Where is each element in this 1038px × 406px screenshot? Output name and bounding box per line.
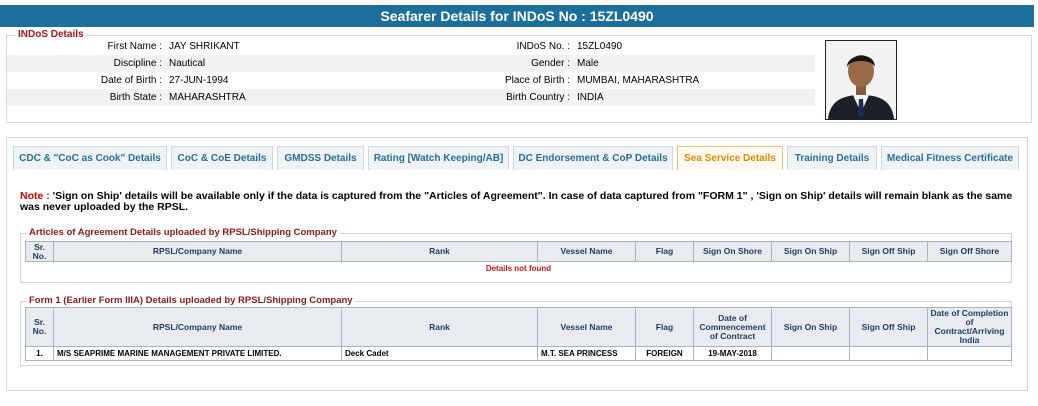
col-sign-on-ship: Sign On Ship bbox=[772, 308, 850, 347]
birth-state-label: Birth State : bbox=[109, 92, 162, 103]
note-text: 'Sign on Ship' details will be available only if the data is captured from the "Articles of Agreement". In case of data captured from "FORM 1" , 'Sign on Ship' details will remain blank as the same was never uploaded by the RPSL. bbox=[20, 190, 1013, 213]
articles-empty-row bbox=[26, 262, 1012, 276]
first-name-value: JAY SHRIKANT bbox=[169, 41, 240, 52]
cell-date-of-completion bbox=[928, 347, 1012, 361]
birth-country-value: INDIA bbox=[577, 92, 604, 103]
sign-on-note bbox=[20, 191, 1020, 213]
tab-gmdss-details[interactable]: GMDSS Details bbox=[277, 146, 364, 170]
form1-section bbox=[20, 295, 1012, 366]
cell-sign-on-ship bbox=[772, 347, 850, 361]
col-rpsl-company-name: RPSL/Company Name bbox=[54, 308, 342, 347]
articles-legend: Articles of Agreement Details uploaded by RPSL/Shipping Company bbox=[29, 227, 337, 238]
indos-row-4 bbox=[7, 89, 815, 106]
dob-label: Date of Birth : bbox=[100, 75, 162, 86]
birth-country-label: Birth Country : bbox=[506, 92, 570, 103]
discipline-label: Discipline : bbox=[113, 58, 162, 69]
discipline-value: Nautical bbox=[169, 58, 206, 69]
col-sign-on-shore: Sign On Shore bbox=[694, 242, 772, 262]
col-sign-off-shore: Sign Off Shore bbox=[928, 242, 1012, 262]
seafarer-photo bbox=[825, 40, 897, 120]
details-not-found-message: Details not found bbox=[485, 264, 552, 274]
tab-rating-details[interactable]: Rating [Watch Keeping/AB] bbox=[368, 146, 509, 170]
col-vessel-name: Vessel Name bbox=[538, 308, 636, 347]
table-row bbox=[26, 347, 1012, 361]
col-date-of-completion: Date of Completion of Contract/Arriving India bbox=[928, 308, 1012, 347]
cell-rank: Deck Cadet bbox=[342, 347, 538, 361]
pob-label: Place of Birth : bbox=[504, 75, 570, 86]
tab-sea-service-details[interactable]: Sea Service Details bbox=[677, 146, 783, 170]
indos-no-label: INDoS No. : bbox=[516, 41, 570, 52]
articles-header-row bbox=[26, 242, 1012, 262]
col-sr-no: Sr. No. bbox=[26, 308, 54, 347]
cell-company-name: M/S SEAPRIME MARINE MANAGEMENT PRIVATE LIMITED. bbox=[54, 347, 342, 361]
cell-sr-no: 1. bbox=[26, 347, 54, 361]
tab-cdc-details[interactable]: CDC & "CoC as Cook" Details bbox=[13, 146, 167, 170]
articles-of-agreement-section bbox=[20, 227, 1012, 283]
cell-sign-off-ship bbox=[850, 347, 928, 361]
form1-header-row bbox=[26, 308, 1012, 347]
form1-legend: Form 1 (Earlier Form IIIA) Details uploaded by RPSL/Shipping Company bbox=[29, 295, 353, 306]
indos-row-3 bbox=[7, 72, 815, 89]
col-rank: Rank bbox=[342, 308, 538, 347]
indos-details-legend: INDoS Details bbox=[18, 29, 84, 40]
person-photo-icon bbox=[826, 41, 896, 119]
col-sign-off-ship: Sign Off Ship bbox=[850, 308, 928, 347]
col-rpsl-company-name: RPSL/Company Name bbox=[54, 242, 342, 262]
tab-training-details[interactable]: Training Details bbox=[787, 146, 877, 170]
cell-vessel-name: M.T. SEA PRINCESS bbox=[538, 347, 636, 361]
cell-flag: FOREIGN bbox=[636, 347, 694, 361]
col-rank: Rank bbox=[342, 242, 538, 262]
birth-state-value: MAHARASHTRA bbox=[169, 92, 246, 103]
tab-medical-fitness-certificate[interactable]: Medical Fitness Certificate bbox=[881, 146, 1019, 170]
tab-coc-coe-details[interactable]: CoC & CoE Details bbox=[171, 146, 273, 170]
page-title: Seafarer Details for INDoS No : 15ZL0490 bbox=[0, 5, 1034, 27]
col-sign-off-ship: Sign Off Ship bbox=[850, 242, 928, 262]
col-sign-on-ship: Sign On Ship bbox=[772, 242, 850, 262]
gender-value: Male bbox=[577, 58, 599, 69]
first-name-label: First Name : bbox=[107, 41, 162, 52]
col-vessel-name: Vessel Name bbox=[538, 242, 636, 262]
cell-date-of-commencement: 19-MAY-2018 bbox=[694, 347, 772, 361]
indos-row-2 bbox=[7, 55, 815, 72]
form1-table bbox=[25, 307, 1012, 361]
indos-no-value: 15ZL0490 bbox=[577, 41, 623, 52]
indos-row-1 bbox=[7, 38, 815, 55]
gender-label: Gender : bbox=[531, 58, 570, 69]
col-flag: Flag bbox=[636, 308, 694, 347]
col-flag: Flag bbox=[636, 242, 694, 262]
dob-value: 27-JUN-1994 bbox=[169, 75, 229, 86]
articles-table bbox=[25, 241, 1012, 276]
pob-value: MUMBAI, MAHARASHTRA bbox=[577, 75, 700, 86]
tab-dc-endorsement-details[interactable]: DC Endorsement & CoP Details bbox=[513, 146, 673, 170]
col-date-of-commencement: Date of Commencement of Contract bbox=[694, 308, 772, 347]
col-sr-no: Sr. No. bbox=[26, 242, 54, 262]
note-label: Note : bbox=[20, 190, 50, 202]
